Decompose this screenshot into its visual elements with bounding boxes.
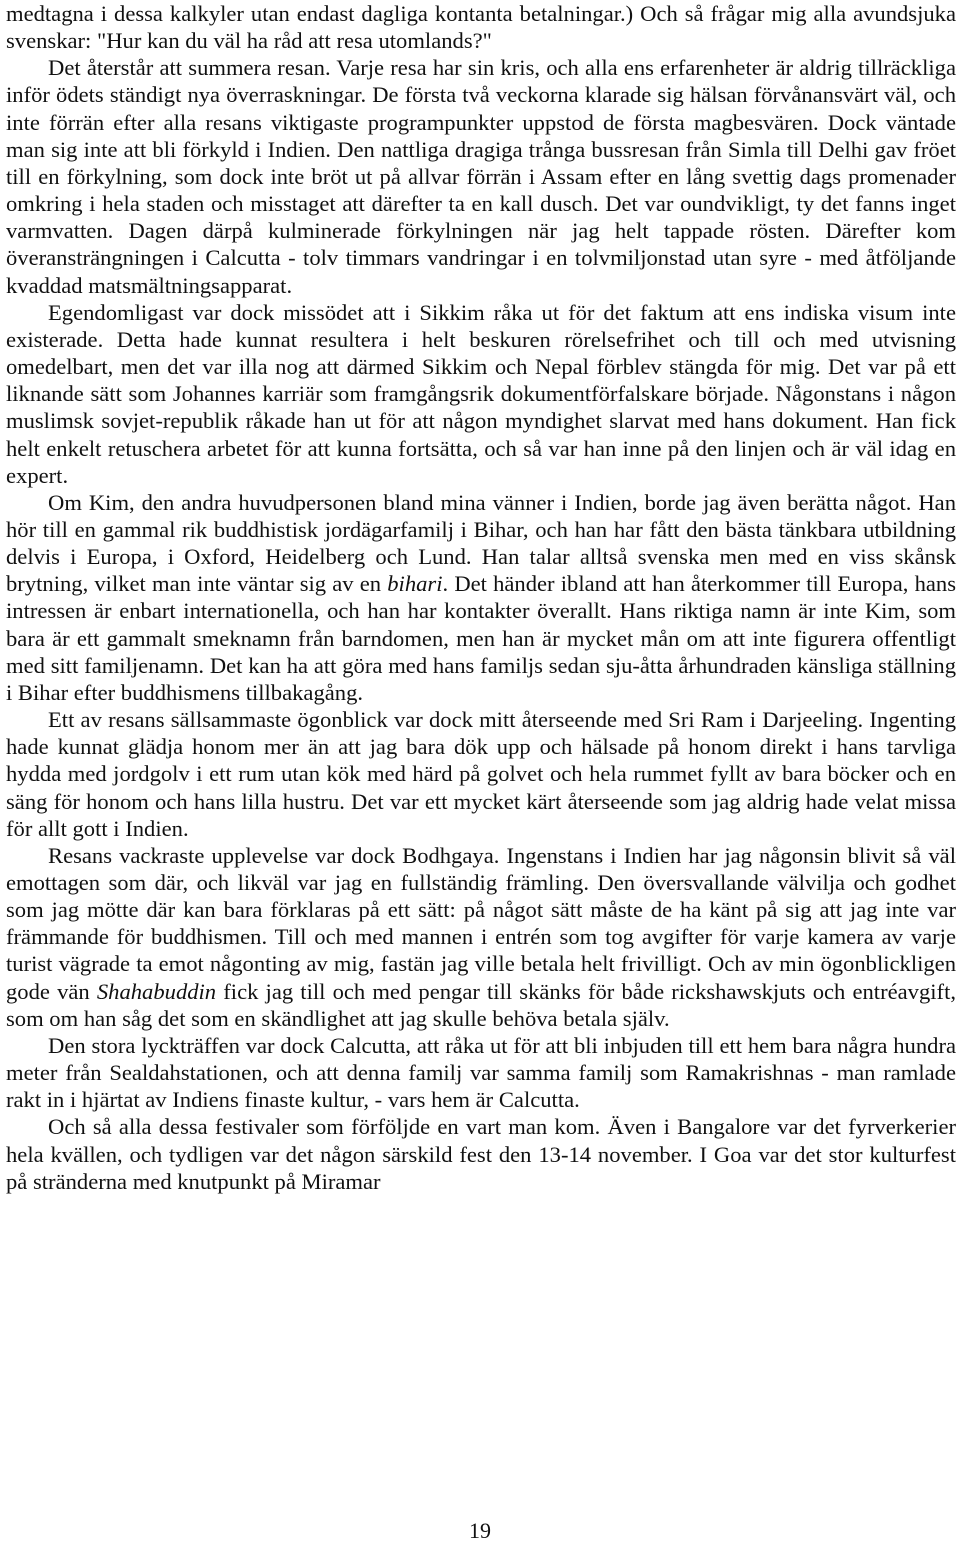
paragraph-text: . Det händer ibland att han återkommer till Europa, hans intressen är enbart internationella, och han har kontakter överallt. Hans riktiga namn är inte Kim, som bara är ett gammalt smeknamn från barndomen, men han är mycket mån om att inte figurera offentligt med sitt familjenamn. Det kan ha att göra med hans familjs sedan sju-åtta århundraden känsliga ställning i Bihar efter buddhismens tillbakagång.	[6, 571, 956, 705]
paragraph-text: Och så alla dessa festivaler som förföljde en vart man kom. Även i Bangalore var det fyrverkerier hela kvällen, och tydligen var det någon särskild fest den 13-14 november. I Goa var det stor kulturfest på stränderna med knutpunkt på Miramar	[6, 1114, 956, 1194]
paragraph-text: Det återstår att summera resan. Varje resa har sin kris, och alla ens erfarenheter är aldrig tillräckliga inför ödets ständigt nya överraskningar. De första två veckorna klarade sig hälsan förvånansvärt väl, och inte förrän efter alla resans viktigaste programpunkter uppstod de första magbesvären. Dock väntade man sig inte att bli förkyld i Indien. Den nattliga dragiga trånga bussresan från Simla till Delhi gav fröet till en förkylning, som dock inte bröt ut på allvar förrän i Assam efter en lång svettig dags promenader omkring i hela staden och misstaget att därefter ta en kall dusch. Det var oundvikligt, ty det fanns inget varmvatten. Dagen därpå kulminerade förkylningen när jag helt tappade rösten. Därefter kom överansträngningen i Calcutta - tolv timmars vandringar i en tolvmiljonstad utan syre - med åtföljande kvaddad matsmältningsapparat.	[6, 55, 956, 298]
paragraph-text: medtagna i dessa kalkyler utan endast dagliga kontanta betalningar.) Och så frågar mig alla avundsjuka svenskar: "Hur kan du väl ha råd att resa utomlands?"	[6, 1, 956, 54]
italic-term: bihari	[387, 571, 443, 597]
paragraph-text: Den stora lyckträffen var dock Calcutta, att råka ut för att bli inbjuden till ett hem bara några hundra meter från Sealdahstationen, och att denna familj var samma familj som Ramakrishnas - man ramlade rakt in i hjärtat av Indiens finaste kultur, - vars hem är Calcutta.	[6, 1032, 956, 1113]
italic-name: Shahabuddin	[96, 978, 217, 1004]
paragraph-text: Ett av resans sällsammaste ögonblick var dock mitt återseende med Sri Ram i Darjeeling. Ingenting hade kunnat glädja honom mer än att jag bara dök upp och hälsade på honom direkt i hans tarvliga hydda med jordgolv i ett rum utan kök med härd på golvet och hela rummet fyllt av bara böcker och en säng för honom och hans lilla hustru. Det var ett mycket kärt återseende som jag aldrig hade velat missa för allt gott i Indien.	[6, 707, 956, 841]
paragraph	[6, 1113, 956, 1194]
paragraph-text: Resans vackraste upplevelse var dock Bodhgaya. Ingenstans i Indien har jag någonsin blivit så väl emottagen som där, och likväl var jag en fullständig främling. Den översvallande välvilja och godhet som jag mötte där kan bara förklaras på ett sätt: på något sätt måste de ha känt på sig att jag inte var främmande för buddhismen. Till och med mannen i entrén som tog avgifter för varje kamera av varje turist vägrade ta emot någonting av mig, fastän jag ville betala helt frivilligt. Och av min ögonblickligen gode vän	[6, 842, 956, 1004]
paragraph-text: fick jag till och med pengar till skänks för både rickshawskjuts och entréavgift, som om han såg det som en skändlighet att jag skulle behöva betala själv.	[6, 978, 956, 1031]
paragraph-text: Egendomligast var dock missödet att i Sikkim råka ut för det faktum att ens indiska visum inte existerade. Detta hade kunnat resultera i helt beskuren rörelsefrihet och till och med utvisning omedelbart, men det var illa nog att därmed Sikkim och Nepal förblev stängda för mig. Det var på ett liknande sätt som Johannes karriär som framgångsrik dokumentförfalskare började. Någonstans i någon muslimsk sovjet-republik råkade han ut för att någon myndighet slarvat med hans dokument. Han fick helt enkelt retuschera arbetet för att kunna fortsätta, och så var han inne på den linjen och är väl idag en expert.	[6, 299, 956, 488]
paragraph	[6, 54, 956, 298]
paragraph	[6, 842, 956, 1032]
paragraph	[6, 706, 956, 842]
document-page	[6, 0, 956, 1195]
paragraph	[6, 299, 956, 489]
paragraph-text: Om Kim, den andra huvudpersonen bland mina vänner i Indien, borde jag även berätta något. Han hör till en gammal rik buddhistisk jordägarfamilj i Bihar, och han har fått den bästa tänkbara utbildning delvis i Europa, i Oxford, Heidelberg och Lund. Han talar alltså svenska men med en viss skånsk brytning, vilket man inte väntar sig av en	[6, 489, 956, 597]
page-number: 19	[469, 1518, 491, 1543]
paragraph	[6, 0, 956, 54]
paragraph	[6, 1032, 956, 1113]
paragraph	[6, 489, 956, 706]
